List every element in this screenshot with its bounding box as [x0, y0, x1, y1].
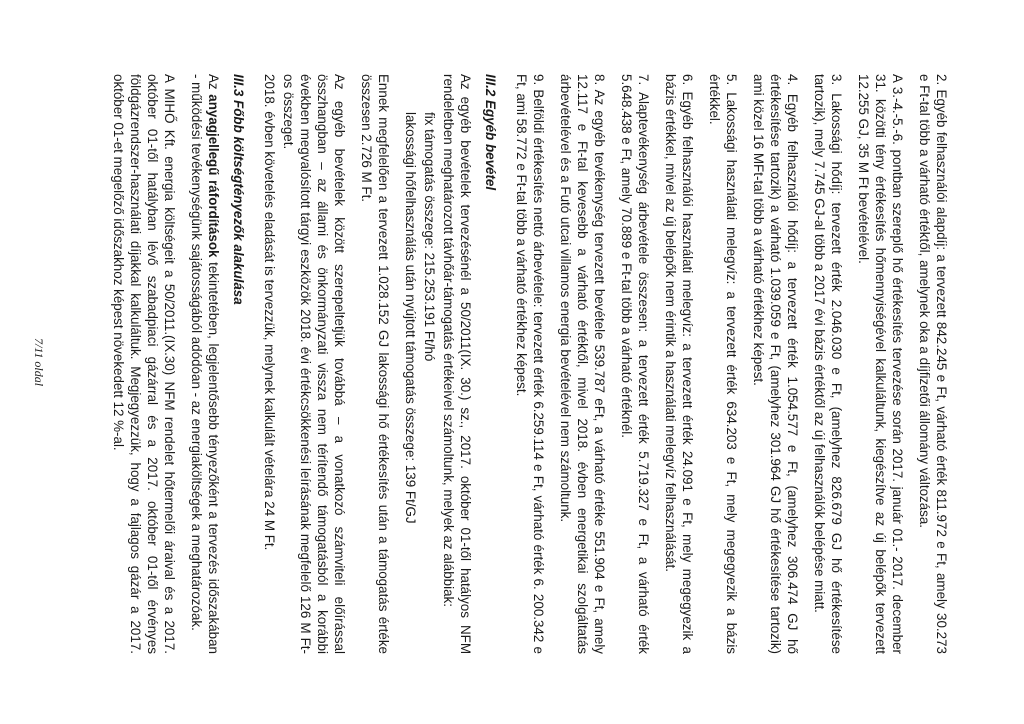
item-9: 9. Belföldi értékesítés nettó árbevétele: tervezett érték 6.259.114 e Ft, várható érték 6. 200.342 e Ft, ami 58.772 e Ft-tal több a várható értékhez képest. — [514, 74, 546, 654]
subsidy-total-paragraph: Ennek megfelelően a tervezett 1.028.152 GJ lakossági hő értékesítés után a támogatás értéke összesen 2.726 M Ft. — [359, 74, 391, 654]
receivable-sale-paragraph: 2018. évben követelés eladását is tervezzük, melynek kalkulált vételára 24 M Ft. — [262, 74, 277, 551]
energy-costs-paragraph: A MIHŐ Kft. energia költségeit a 50/2011.(IX.30) NFM rendelet hőtermelői áraival és a 2017. október 01-től hatályban lévő szabadpiaci gázárral és a 2017. október 01-től érvényes földgázrendszer-használati díjakkal kalkuláltuk. Megjegyezzük, hogy a fajlagos gázár a 2017. október 01-et megelőző időszakhoz képest növekedett 12 %-al. — [111, 74, 177, 654]
section-heading-other-income: III.2 Egyéb bevétel — [483, 74, 498, 191]
document-body — [100, 74, 950, 654]
item-8: 8. Az egyéb tevékenység tervezett bevétele 539.787 eFt, a várható értéke 551.904 e Ft, amely 12.117 e Ft-tal kevesebb a várható értéktől, mivel 2018. évben energetikai szolgáltatás árbevételével és a Futó utcai villamos energia bevételével nem számoltunk. — [558, 74, 607, 654]
material-costs-term: anyagjellegű ráfordítások — [206, 94, 221, 258]
item-7: 7. Alaptevékenység árbevétele összesen: a tervezett érték 5.719.327 e Ft, a várható érték 5.648.438 e Ft, amely 70.889 e Ft-tal több a várható értéknél. — [619, 74, 651, 654]
other-income-intro: Az egyéb bevételek tervezésénél a 50/2011(IX. 30.) sz., 2017. október 01-től hatályos NFM rendeletben meghatározott távhőár-támogatás értékeivel számoltunk, melyek az alábbiak: — [441, 74, 473, 654]
item-5: 5. Lakossági használati melegvíz: a tervezett érték 634.203 e Ft, mely megegyezik a bázis értékkel. — [707, 74, 739, 654]
material-costs-paragraph: Az anyagjellegű ráfordítások tekintetében, legjelentősebb tényezőként a tervezés időszakában - működési tevékenységünk sajátosságából adódóan - az energiaköltségek a meghatározóak. — [189, 74, 221, 654]
item-4: 4. Egyéb felhasználói hődíj: a tervezett érték 1.054.577 e Ft, (amelyhez 306.474 GJ hő értékesítése tartozik) a várható 1.039.059 e Ft, (amelyhez 301.964 GJ hő értékesítése tartozik) ami közel 16 MFt-tal több a várható értékhez képest. — [751, 74, 800, 654]
item-3: 3. Lakossági hődíj: tervezett érték 2.046.030 e Ft, (amelyhez 826.679 GJ hő értékesítése tartozik), mely 7.745 GJ-al több a 2017 évi bázis értéktől az új felhasználók belépése miatt. — [812, 74, 844, 654]
item-2: 2. Egyéb felhasználói alapdíj: a tervezett 842.245 e Ft, várható érték 811.972 e Ft, amely 30.273 e Ft-tal több a várható értéktől, amelynek oka a díjfizetői állomány változása. — [917, 74, 949, 654]
page-number: 7/11 oldal — [32, 337, 46, 387]
fixed-subsidy-line: fix támogatás összege: 215.253.191 Ft/hó — [422, 112, 437, 362]
residential-subsidy-line: lakossági hőfelhasználás után nyújtott támogatás összege: 139 Ft/GJ — [403, 112, 418, 524]
item-3-6-intro: A 3.-4.-5.-6. pontban szereplő hő értékesítés tervezése során 2017. január 01.- 2017. december 31. közötti tény értékesítés hőmennyiségével kalkuláltunk, kiegészítve az új belépők tervezett 12.255 GJ, 35 M Ft bevételével. — [856, 74, 905, 654]
section-heading-cost-factors: III.3 Főbb költségtényezők alakulása — [231, 74, 246, 305]
item-6: 6. Egyéb felhasználói használati melegvíz: a tervezett érték 24.091 e Ft, mely megegyezik a bázis értékkel, mivel az új belépők nem érintik a használati melegvíz felhasználását. — [663, 74, 695, 654]
depreciation-paragraph: Az egyéb bevételek között szerepeltetjük továbbá – a vonatkozó számviteli előírással összhangban – az állami és önkormányzati vissza nem térítendő támogatásból a korábbi években megvalósított tárgyi eszközök 2018. évi értékcsökkenési leírásának megfelelő 126 M Ft-os összeget. — [281, 74, 347, 654]
